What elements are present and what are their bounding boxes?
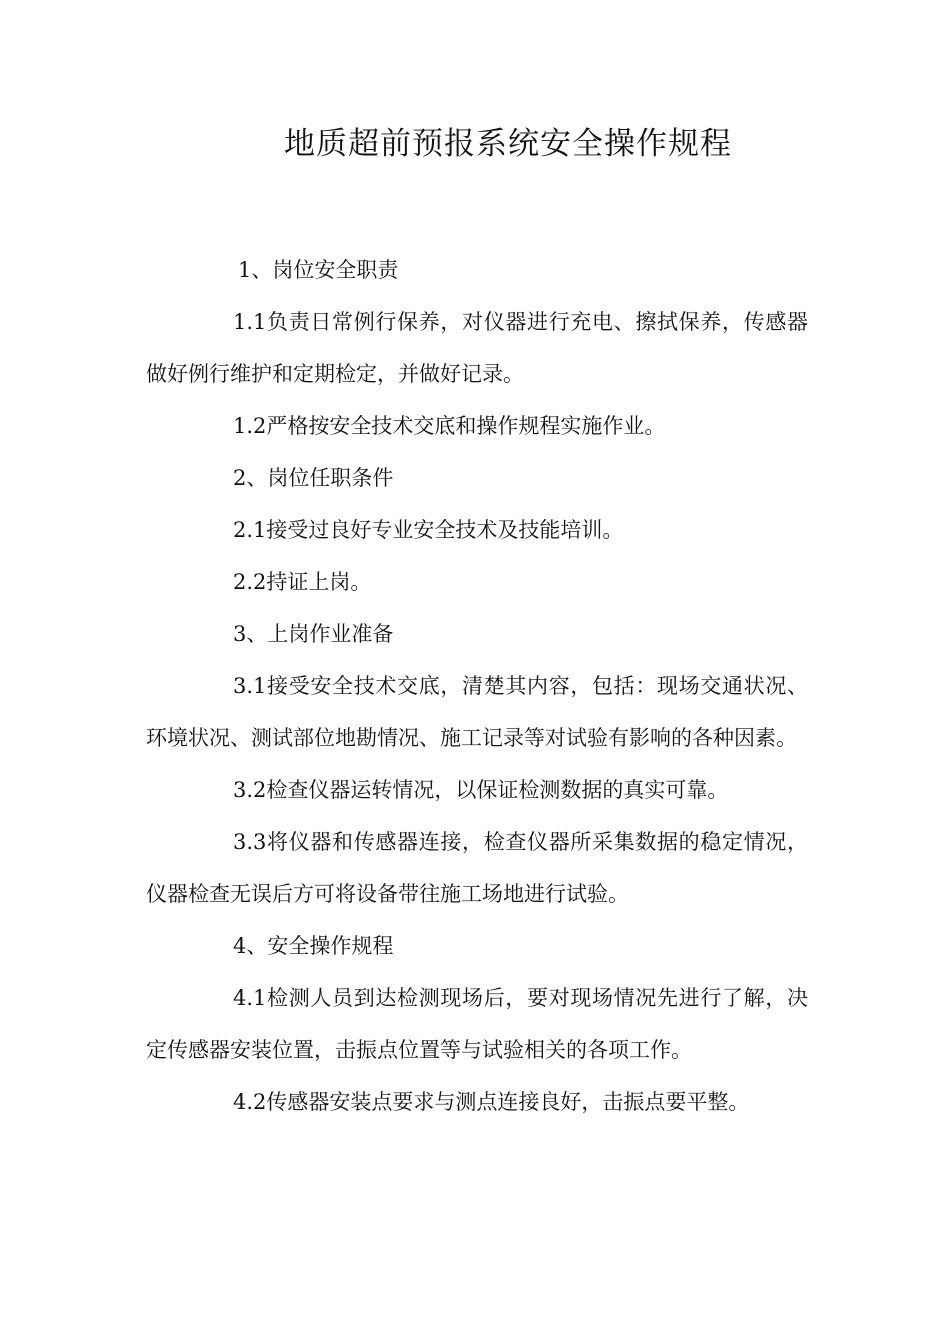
section-heading-3: 3、上岗作业准备 [233, 622, 394, 646]
paragraph-3-1: 3.1接受安全技术交底，清楚其内容，包括：现场交通状况、环境状况、测试部位地勘情况、施工记录等对试验有影响的各种因素。 [146, 674, 808, 750]
section-heading-1: 1、岗位安全职责 [238, 258, 399, 282]
paragraph-2-1: 2.1接受过良好专业安全技术及技能培训。 [233, 518, 624, 542]
paragraph-3-2: 3.2检查仪器运转情况，以保证检测数据的真实可靠。 [233, 778, 729, 802]
document-body [146, 244, 808, 1128]
paragraph-4-2: 4.2传感器安装点要求与测点连接良好，击振点要平整。 [233, 1090, 750, 1114]
paragraph-1-1: 1.1负责日常例行保养，对仪器进行充电、擦拭保养，传感器做好例行维护和定期检定，并做好记录。 [146, 310, 808, 386]
paragraph-4-1: 4.1检测人员到达检测现场后，要对现场情况先进行了解，决定传感器安装位置，击振点位置等与试验相关的各项工作。 [146, 986, 808, 1062]
paragraph-2-2: 2.2持证上岗。 [233, 570, 372, 594]
paragraph-1-2: 1.2严格按安全技术交底和操作规程实施作业。 [233, 414, 666, 438]
section-heading-2: 2、岗位任职条件 [233, 466, 394, 490]
section-heading-4: 4、安全操作规程 [233, 934, 394, 958]
paragraph-3-3: 3.3将仪器和传感器连接，检查仪器所采集数据的稳定情况，仪器检查无误后方可将设备带往施工场地进行试验。 [146, 830, 808, 906]
document-title: 地质超前预报系统安全操作规程 [284, 126, 732, 162]
